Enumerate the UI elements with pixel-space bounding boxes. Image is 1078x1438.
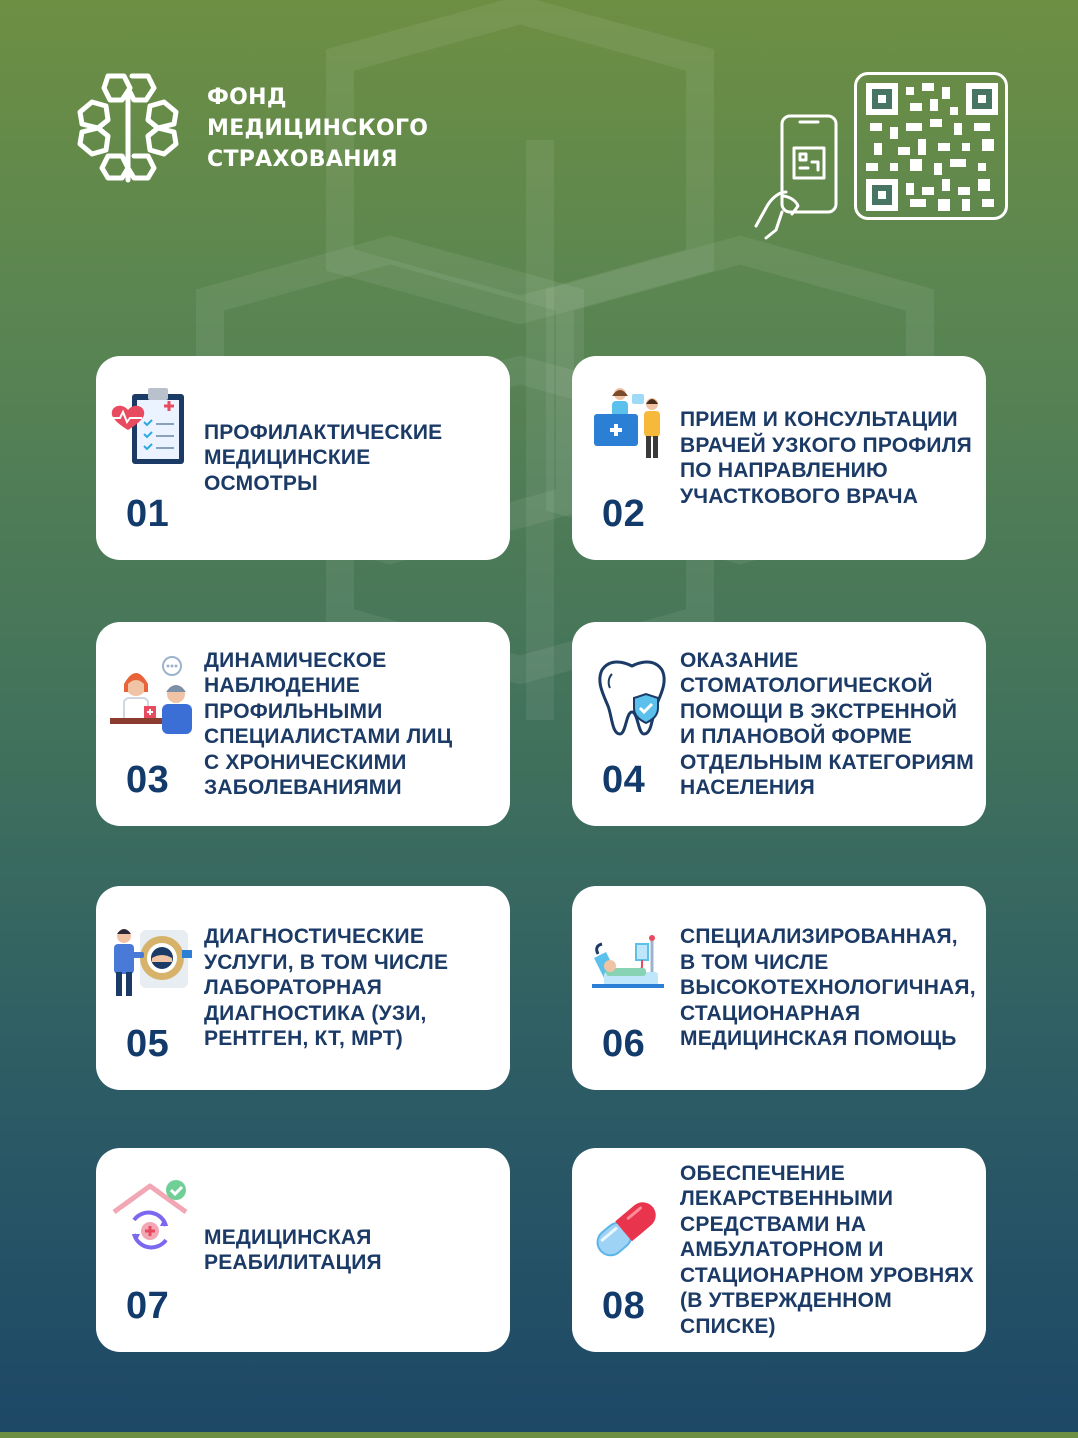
service-title: ДИАГНОСТИЧЕСКИЕ УСЛУГИ, В ТОМ ЧИСЛЕ ЛАБОРАТОРНАЯ ДИАГНОСТИКА (УЗИ, РЕНТГЕН, КТ, МРТ) bbox=[204, 925, 449, 1051]
service-title: СПЕЦИАЛИЗИРОВАННАЯ, В ТОМ ЧИСЛЕ ВЫСОКОТЕХНОЛОГИЧНАЯ, СТАЦИОНАРНАЯ МЕДИЦИНСКАЯ ПОМОЩЬ bbox=[680, 925, 976, 1051]
service-number: 07 bbox=[126, 1285, 170, 1327]
qr-code[interactable] bbox=[854, 72, 1008, 220]
clipboard-heart-icon bbox=[106, 384, 194, 472]
service-number: 04 bbox=[602, 759, 646, 801]
service-title: МЕДИЦИНСКАЯ РЕАБИЛИТАЦИЯ bbox=[204, 1225, 382, 1274]
qr-pattern-icon bbox=[866, 83, 998, 211]
hospital-bed-icon bbox=[582, 914, 670, 1002]
service-card-08[interactable] bbox=[572, 1148, 986, 1352]
service-number: 06 bbox=[602, 1023, 646, 1065]
bottom-accent-line bbox=[0, 1432, 1078, 1438]
service-number: 03 bbox=[126, 759, 170, 801]
service-number: 05 bbox=[126, 1023, 170, 1065]
doctor-patient-icon bbox=[106, 650, 194, 738]
service-title: ПРОФИЛАКТИЧЕСКИЕ МЕДИЦИНСКИЕ ОСМОТРЫ bbox=[204, 420, 443, 495]
service-number: 01 bbox=[126, 493, 170, 535]
tooth-shield-icon bbox=[582, 650, 670, 738]
service-title: ДИНАМИЧЕСКОЕ НАБЛЮДЕНИЕ ПРОФИЛЬНЫМИ СПЕЦИАЛИСТАМИ ЛИЦ С ХРОНИЧЕСКИМИ ЗАБОЛЕВАНИЯМИ bbox=[204, 648, 453, 799]
doctor-reception-icon bbox=[582, 384, 670, 472]
mri-scanner-icon bbox=[106, 914, 194, 1002]
service-card-07[interactable] bbox=[96, 1148, 510, 1352]
fund-brand-name bbox=[207, 82, 428, 175]
service-title: ПРИЕМ И КОНСУЛЬТАЦИИ ВРАЧЕЙ УЗКОГО ПРОФИЛЯ ПО НАПРАВЛЕНИЮ УЧАСТКОВОГО ВРАЧА bbox=[680, 408, 972, 508]
service-title: ОБЕСПЕЧЕНИЕ ЛЕКАРСТВЕННЫМИ СРЕДСТВАМИ НА АМБУЛАТОРНОМ И СТАЦИОНАРНОМ УРОВНЯХ (В УТВЕРЖДЕННОМ СПИСКЕ) bbox=[680, 1161, 974, 1338]
fund-logo-icon bbox=[72, 70, 184, 184]
service-card-02[interactable] bbox=[572, 356, 986, 560]
brand-line-1: ФОНД bbox=[207, 85, 287, 110]
service-number: 02 bbox=[602, 493, 646, 535]
pill-capsule-icon bbox=[582, 1176, 670, 1264]
service-card-04[interactable] bbox=[572, 622, 986, 826]
service-number: 08 bbox=[602, 1285, 646, 1327]
brand-line-2: МЕДИЦИНСКОГО bbox=[207, 116, 429, 141]
service-card-01[interactable] bbox=[96, 356, 510, 560]
rehab-house-icon bbox=[106, 1176, 194, 1264]
brand-line-3: СТРАХОВАНИЯ bbox=[207, 147, 398, 172]
service-card-05[interactable] bbox=[96, 886, 510, 1090]
service-title: ОКАЗАНИЕ СТОМАТОЛОГИЧЕСКОЙ ПОМОЩИ В ЭКСТРЕННОЙ И ПЛАНОВОЙ ФОРМЕ ОТДЕЛЬНЫМ КАТЕГОРИЯМ НАСЕЛЕНИЯ bbox=[680, 648, 974, 799]
service-card-03[interactable] bbox=[96, 622, 510, 826]
phone-scan-icon bbox=[752, 112, 842, 240]
service-card-06[interactable] bbox=[572, 886, 986, 1090]
